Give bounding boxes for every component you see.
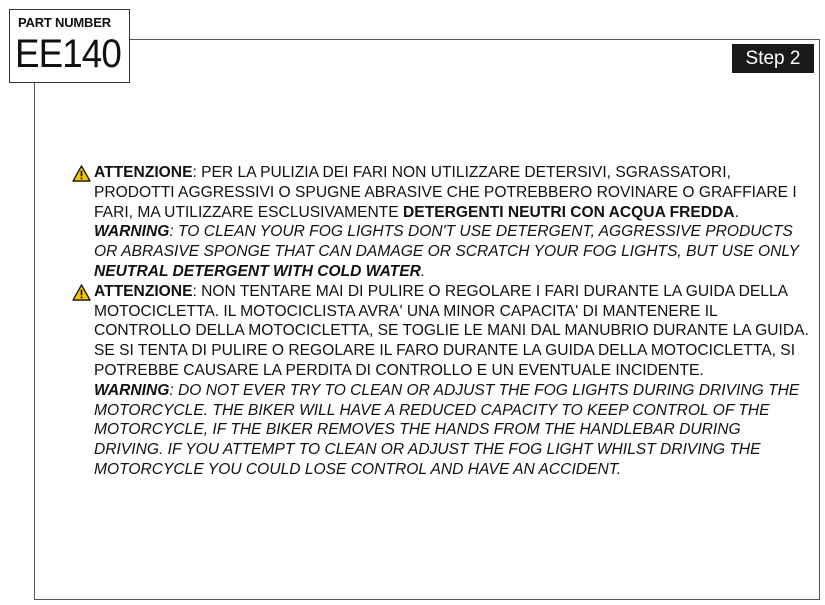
italian-warning-title: ATTENZIONE <box>94 282 193 300</box>
italian-warning-text <box>94 163 810 222</box>
english-warning-end: . <box>420 262 426 280</box>
english-warning-emphasis: NEUTRAL DETERGENT WITH COLD WATER <box>94 262 421 280</box>
part-number-box <box>9 9 130 83</box>
italian-warning-body: : NON TENTARE MAI DI PULIRE O REGOLARE I FARI DURANTE LA GUIDA DELLA MOTOCICLETTA. IL MOTOCICLISTA AVRA' UNA MINOR CAPACITA' DI MANTENERE IL CONTROLLO DELLA MOTOCICLETTA, SE TOGLIE LE MANI DAL MANUBRIO DURANTE LA GUIDA. SE SI TENTA DI PULIRE O REGOLARE IL FARO DURANTE LA GUIDA DELLA MOTOCICLETTA, SI POTREBBE CAUSARE LA PERDITA DI CONTROLLO E UN EVENTUALE INCIDENTE. <box>94 282 809 379</box>
english-warning-text <box>94 222 810 281</box>
english-warning-title: WARNING <box>94 223 170 241</box>
english-warning-text <box>94 381 810 480</box>
part-number-value: EE140 <box>15 32 121 76</box>
italian-warning-end: . <box>734 203 739 221</box>
step-badge: Step 2 <box>732 44 814 73</box>
warning-triangle-icon <box>72 165 91 182</box>
italian-warning-body: : PER LA PULIZIA DEI FARI NON UTILIZZARE DETERSIVI, SGRASSATORI, PRODOTTI AGGRESSIVI O SPUGNE ABRASIVE CHE POTREBBERO ROVINARE O GRAFFIARE I FARI, MA UTILIZZARE ESCLUSIVAMENTE <box>94 164 797 221</box>
english-warning-body: : DO NOT EVER TRY TO CLEAN OR ADJUST THE FOG LIGHTS DURING DRIVING THE MOTORCYCLE. THE BIKER WILL HAVE A REDUCED CAPACITY TO KEEP CONTROL OF THE MOTORCYCLE, IF THE BIKER REMOVES THE HANDS FROM THE HANDLEBAR DURING DRIVING. IF YOU ATTEMPT TO CLEAN OR ADJUST THE FOG LIGHT WHILST DRIVING THE MOTORCYCLE YOU COULD LOSE CONTROL AND HAVE AN ACCIDENT. <box>94 381 800 478</box>
italian-warning-title: ATTENZIONE <box>94 164 193 181</box>
warning-triangle-icon <box>72 284 91 301</box>
part-number-label: PART NUMBER <box>18 15 111 30</box>
warning-block-cleaning <box>72 163 810 282</box>
english-warning-body: : TO CLEAN YOUR FOG LIGHTS DON'T USE DETERGENT, AGGRESSIVE PRODUCTS OR ABRASIVE SPONGE THAT CAN DAMAGE OR SCRATCH YOUR FOG LIGHTS, BUT USE ONLY <box>94 223 799 261</box>
italian-warning-text <box>94 282 810 381</box>
italian-warning-emphasis: DETERGENTI NEUTRI CON ACQUA FREDDA <box>403 203 735 221</box>
warnings-content <box>72 163 810 480</box>
english-warning-title: WARNING <box>94 381 170 399</box>
warning-block-driving <box>72 282 810 480</box>
